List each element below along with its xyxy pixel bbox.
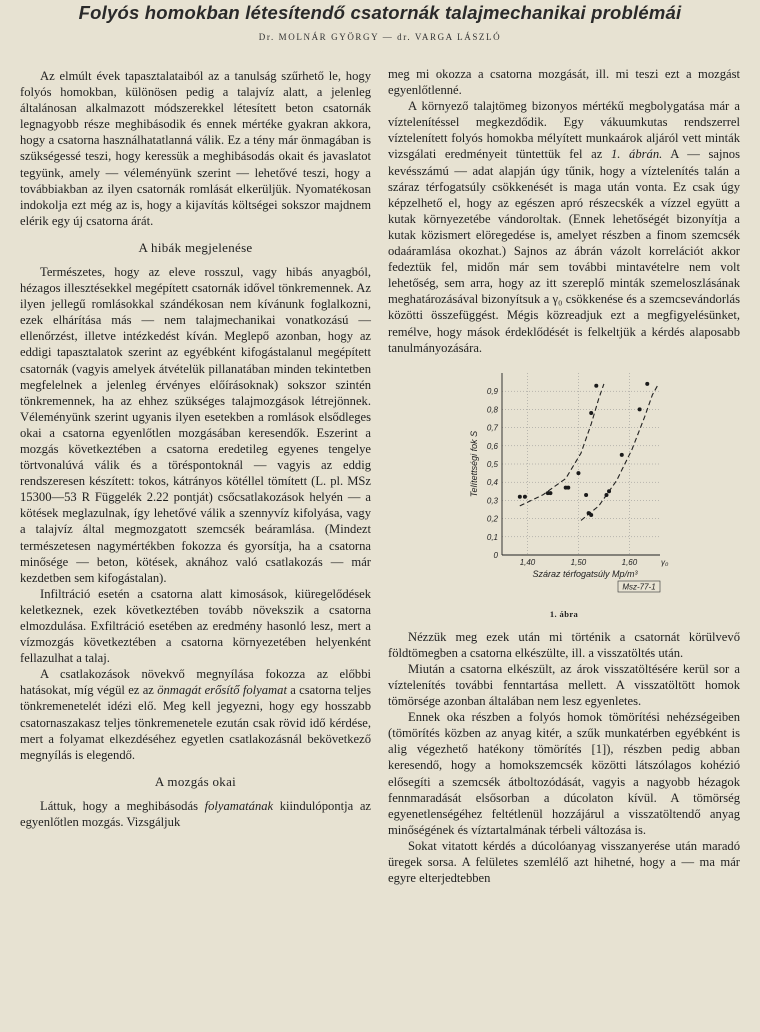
- article-authors: Dr. MOLNÁR GYÖRGY — dr. VARGA LÁSZLÓ: [258, 32, 502, 42]
- paragraph: Nézzük meg ezek után mi történik a csatornát körülvevő földtömegben a csatorna elkészülte, ill. a visszatöltés után.: [388, 629, 740, 660]
- figure-1: [388, 365, 740, 623]
- trend-curve: [520, 384, 604, 506]
- scatter-chart: [466, 365, 669, 603]
- y-tick-label: 0,2: [486, 514, 498, 524]
- paragraph: Miután a csatorna elkészült, az árok visszatöltésére kerül sor a víztelenítés további fenntartása mellett. A visszatöltött homok tömörsége azonban általában nem lesz egyenletes.: [388, 661, 740, 709]
- paragraph: A csatlakozások növekvő megnyílása fokozza az előbbi hatásokat, míg végül ez az önmagát erősítő folyamat a csatorna teljes tönkremenetelét idézi elő. Meg kell jegyezni, hogy egy hosszabb csatornaszakasz teljes tönkremenetele ezután csak rövid idő kérdése, mert a folyamat elkezdéséhez egyetlen csatlakozásnál bekövetkező megnyílás is elegendő.: [20, 667, 371, 762]
- paragraph: Sokat vitatott kérdés a dúcolóanyag visszanyerése után maradó üregek sorsa. A felületes szemlélő azt hihetné, hogy a — ma már egyre elterjedtebben: [388, 838, 740, 886]
- data-point: [584, 493, 588, 497]
- data-point: [589, 411, 593, 415]
- emphasis: folyamatának: [204, 798, 274, 813]
- data-point: [620, 453, 624, 457]
- paragraph: Ennek oka részben a folyós homok tömörítési nehézségeiben (tömörítés közben az anyag kitér, a szűk munkatérben egyébként is alig végezhető hatékony tömörítés [1]), részben pedig abban keresendő, hogy a homokszemcsék közötti látszólagos kohézió elősegíti a szemcsék átboltozódását, vagyis a nagyobb hézagok fennmaradását elsősorban a dúcolaton kívül. A tömörség egyenetlenségéhez feltétlenül hozzájárul a visszatöltendő anyag minőségének és víztartalmának térbeli változása is.: [388, 710, 740, 837]
- data-point: [523, 494, 527, 498]
- emphasis: önmagát erősítő folyamat: [157, 683, 287, 698]
- article-title: Folyós homokban létesítendő csatornák talajmechanikai problémái: [78, 2, 682, 23]
- paragraph: Az elmúlt évek tapasztalataiból az a tanulság szűrhető le, hogy folyós homokban, különösen pedig a talajvíz alatt, a jelenleg általánosan alkalmazott módszerekkel létesített beton csatornák legnagyobb része meghibásodik és ennek mértéke gyakran akkora, hogy a csatorna használhatatlanná válik. Ez a tény már önmagában is szükségessé teszi, hogy keressük a meghibásodás okait és javaslatot tegyünk, amely — véleményünk szerint — lehetővé teszi, hogy a továbbiakban az ilyen csatornák romlását elkerüljük. Nyomatékosan indokolja ezt még az is, hogy a kijavítás költségei sokszor majdnem elérik egy új csatorna árát.: [20, 69, 371, 228]
- data-point: [594, 383, 598, 387]
- y-tick-label: 0,1: [486, 532, 498, 542]
- x-tick-label: 1,60: [621, 557, 638, 567]
- x-axis-symbol: γ₀: [661, 557, 669, 567]
- paragraph: Természetes, hogy az eleve rosszul, vagy hibás anyagból, hézagos illesztésekkel megépített csatornák idővel tönkremennek. Az ilyen jellegű romlásokkal szándékosan nem kívánunk foglalkozni, ezek elhárítása más — nem talajmechanikai vonatkozású — ellenőrzést, illetve intézkedést kíván. Meglepő azonban, hogy az eddigi tapasztalatok szerint az egyébként kifogástalanul megépített csatornák (vagyis amelyek átvételük pillanatában minden tekintetben megfelelnek a jelenleg érvényes előírásoknak) sokszor szintén tönkremennek, ha az ehhez szükséges talajmozgások létrejönnek. Véleményünk szerint ugyanis ilyen esetekben a romlások elsődleges okai a csatorna egyenlőtlen mozgásában keresendők. Eszerint a mozgás következtében a csatorna eredetileg egyenes tengelye törtvonalúvá válik és a töréspontoknál — vagyis az eddig rendszeresen készített: tokos, kátrányos kötéllel tömített (L. pl. MSz 15300—53 R Függelék 2.22 pontját) csőcsatlakozások helyén — a kötések meglazulnak, így lehetővé válik a szennyvíz kifolyása, vagy a talajvíz által megmozgatott szemcsék beáramlása. (Mindezt természetesen nagymértékben fokozza és gyorsítja, ha a csatorna minősége — beton, kötések, aknához való csatlakozás — már kezdetben sem kifogástalan).: [20, 264, 371, 585]
- x-tick-label: 1,40: [519, 557, 536, 567]
- paragraph: A környező talajtömeg bizonyos mértékű megbolygatása már a víztelenítéssel megkezdődik. Egy vákuumkutas rendszerrel víztelenített folyós homokba mélyített munkaárok aljáról vett minták vizsgálati eredményeit tüntettük fel az 1. ábrán. A — sajnos kevésszámú — adat alapján úgy tűnik, hogy a víztelenítés talán a száraz térfogatsúly csökkenését is maga után vonta. Ez csak úgy képzelhető el, hogy az egészen apró részecskék a vízzel együtt a kutak környezetébe vándoroltak. (Ennek lehetőségét bizonyítja a kutak közismert elöregedése is, amelyet részben a finom szemcsék odaáramlása okozhat.) Sajnos az ábrán vázolt korrelációt akkor fedeztük fel, midőn már sem további mintavételre nem volt lehetőség, sem arra, hogy az itt szereplő minták szemeloszlásának meghatározásával bizonyítsuk a γ₀ csökkenése és a szemcsevándorlás közötti összefüggést. Mégis közreadjuk ezt a megfigyelésünket, remélve, hogy mások érdeklődését is felkeltjük a kérdés alaposabb tanulmányozására.: [388, 99, 740, 355]
- y-tick-label: 0,8: [486, 405, 498, 415]
- stamp-text: Msz-77-1: [622, 582, 656, 592]
- paragraph: meg mi okozza a csatorna mozgását, ill. mi teszi ezt a mozgást egyenlőtlenné.: [388, 67, 740, 98]
- y-tick-label: 0,9: [486, 386, 498, 396]
- data-point: [638, 407, 642, 411]
- y-tick-label: 0,4: [486, 477, 498, 487]
- data-point: [604, 493, 608, 497]
- emphasis: 1. ábrán.: [610, 147, 663, 162]
- y-tick-label: 0,3: [486, 496, 498, 506]
- paragraph: Infiltráció esetén a csatorna alatt kimosások, kiüregelődések keletkeznek, ezek következtében tovább növekszik a csatorna elmozdulása. Exfiltráció esetében az eredmény hasonló lesz, mert a vízmozgás következtében a csatorna környezetében helyenként fellazulhat a talaj.: [20, 586, 371, 666]
- x-axis-label: Száraz térfogatsúly Mp/m³: [532, 568, 638, 579]
- section-heading: A hibák megjelenése: [138, 239, 253, 255]
- data-point: [576, 471, 580, 475]
- y-axis-label: Telítettségi fok S: [469, 430, 479, 497]
- y-tick-label: 0: [493, 550, 498, 560]
- data-point: [589, 513, 593, 517]
- y-tick-label: 0,7: [486, 423, 498, 433]
- data-point: [645, 382, 649, 386]
- right-column: [388, 66, 740, 886]
- y-tick-label: 0,5: [486, 459, 498, 469]
- data-point: [607, 489, 611, 493]
- data-point: [548, 491, 552, 495]
- y-tick-label: 0,6: [486, 441, 498, 451]
- paragraph: Láttuk, hogy a meghibásodás folyamatának kiindulópontja az egyenlőtlen mozgás. Vizsgáljuk: [20, 798, 371, 829]
- section-heading: A mozgás okai: [154, 773, 237, 789]
- left-column: [20, 68, 371, 830]
- data-point: [518, 494, 522, 498]
- figure-caption: 1. ábra: [549, 608, 579, 619]
- data-point: [566, 485, 570, 489]
- x-tick-label: 1,50: [570, 557, 587, 567]
